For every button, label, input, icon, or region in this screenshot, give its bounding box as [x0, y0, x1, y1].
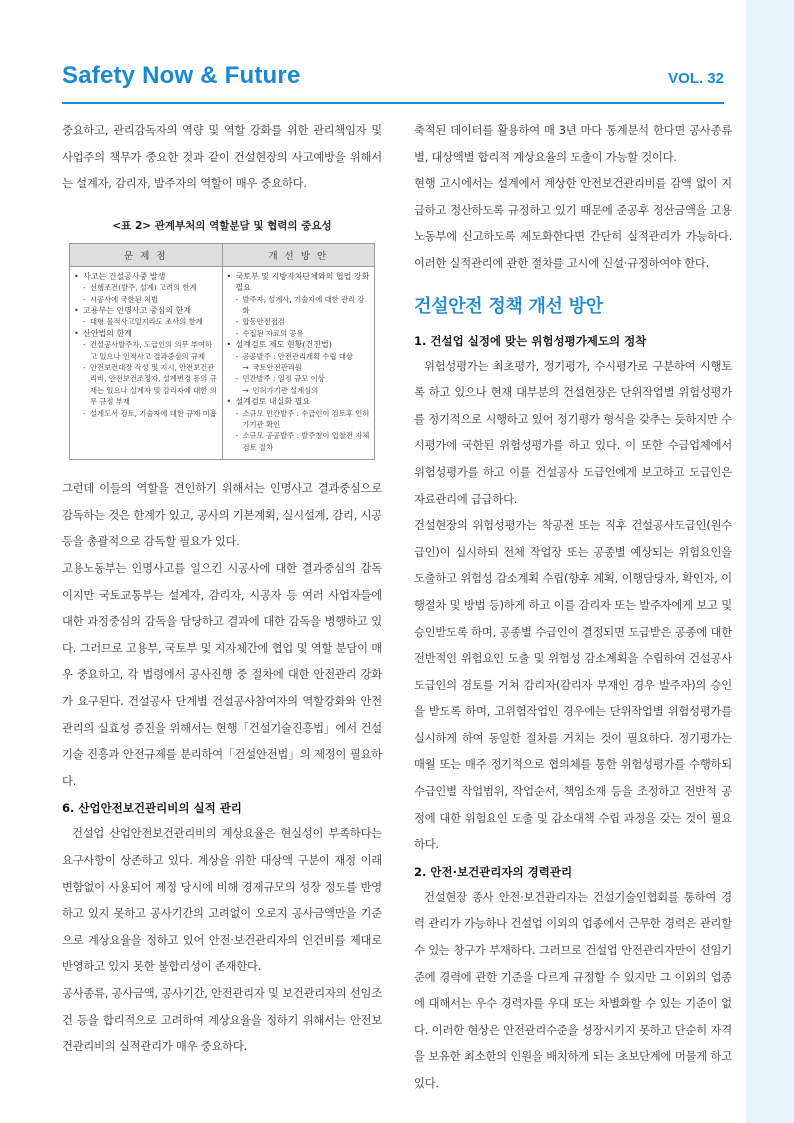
improvement-subitem-text: 소규모 공공발주 : 발주청이 입찰전 자체검토 절차	[242, 431, 370, 452]
roles-table	[69, 243, 375, 461]
problem-sublist	[83, 282, 218, 305]
improvement-sublist	[236, 408, 371, 454]
improvements-list	[227, 271, 371, 454]
problem-item	[74, 305, 218, 328]
improvement-text: 국토부 및 지방자치단체와의 협업 강화 필요	[235, 271, 370, 293]
improvement-arrow-item: → 인허가기관 설계심의	[243, 385, 371, 396]
improvement-sublist	[236, 294, 371, 340]
table-header-problem: 문 제 점	[70, 243, 223, 266]
volume-number: VOL. 32	[668, 70, 724, 87]
table-caption: <표 2> 관계부처의 역할분담 및 협력의 중요성	[112, 219, 332, 232]
improvement-arrow-item: → 국토안전관리원	[243, 362, 371, 373]
improvement-subitem	[236, 373, 371, 396]
paragraph: 그런데 이들의 역할을 견인하기 위해서는 인명사고 결과중심으로 감독하는 것은 한계가 있고, 공사의 기본계획, 실시설계, 감리, 시공 등을 총괄적으로 감독할 필요가 있다.	[62, 482, 382, 549]
improvement-subitem-text: 발주자, 설계사, 기술자에 대한 관리 강화	[242, 294, 365, 315]
problem-subitem: - 설계도서 검토, 기술자에 대한 규제 미흡	[83, 408, 218, 419]
paragraph: 중요하고, 관리감독자의 역량 및 역할 강화를 위한 관리책임자 및 사업주의 책무가 중요한 것과 같이 건설현장의 사고예방을 위해서는 설계자, 감리자, 발주자의 역할이 매우 중요하다.	[62, 124, 382, 191]
paragraph: 위험성평가는 최초평가, 정기평가, 수시평가로 구분하여 시행토록 하고 있으나 현재 대부분의 건설현장은 단위작업별 위험성평가를 정기적으로 시행하고 있어 정기평가 형식을 갖추는 듯하지만 수시평가에 국한된 위험성평가를 하고 있다. 이 또한 수급업체에서 위험성평가를 하고 이를 건설공사 도급인에게 보고하고 도급인은 자료관리에 급급하다.	[414, 359, 732, 506]
subsection-heading: 6. 산업안전보건관리비의 실적 관리	[62, 801, 242, 816]
problem-subitem: - 시공사에 국한된 처벌	[83, 294, 218, 305]
paragraph: 축적된 데이터를 활용하여 매 3년 마다 통계분석 한다면 공사종류별, 대상액별 합리적 계상요율의 도출이 가능할 것이다.	[414, 124, 732, 164]
page-corner-decoration	[746, 0, 794, 1123]
problem-sublist	[83, 316, 218, 327]
improvement-subitem-text: 민간발주 : 일정 규모 이상	[242, 374, 325, 384]
improvement-subitem	[236, 430, 371, 453]
improvement-subitem	[236, 316, 371, 327]
subsection-heading: 1. 건설업 실정에 맞는 위험성평가제도의 정착	[414, 333, 647, 348]
problem-subitem: - 건설공사발주자, 도급인의 의무 부여하고 있으나 인적사고 결과중심의 규제	[83, 339, 218, 362]
header-rule	[62, 102, 724, 104]
paragraph: 건설현장의 위험성평가는 착공전 또는 직후 건설공사도급인(원수급인)이 실시하되 전체 작업장 또는 공종별 예상되는 위험요인을 도출하고 위험성 감소계획 수립(향후 계획, 이행담당자, 확인자, 이행절차 및 방법 등)하게 하고 이를 감리자 또는 발주자에게 보고 및 승인받도록 하며, 공종별 수급인이 결정되면 도급받은 공종에 대한 전반적인 위험요인 도출 및 위험성 감소계획을 수립하여 건설공사도급인의 검토를 거쳐 감리자(감리자 부재인 경우 발주자)의 승인을 받도록 하며, 고위험작업인 경우에는 단위작업별 위험성평가를 실시하게 하여 동일한 절차를 거치는 것이 필요하다. 정기평가는 매월 또는 매주 정기적으로 협의체를 통한 위험성평가를 수행하되 수급인별 작업범위, 작업순서, 책임소재 등을 조정하고 전반적 공정에 대한 위험요인 도출 및 감소대책 수립 과정을 갖는 것이 필요하다.	[414, 519, 732, 852]
improvement-subitem	[236, 351, 371, 374]
improvement-item	[227, 396, 371, 453]
table-header-improvement: 개 선 방 안	[222, 243, 375, 266]
right-column	[414, 118, 732, 1098]
improvement-subitem-text: 공공발주 : 안전관리계획 수립 대상	[242, 351, 353, 361]
section-heading: 건설안전 정책 개선 방안	[414, 295, 603, 317]
page-header	[62, 62, 724, 102]
problems-cell	[70, 266, 223, 460]
improvement-subitem	[236, 408, 371, 431]
improvement-subitem-text: 수집된 자료의 공유	[242, 328, 304, 338]
problem-subitem: - 대형 물적사고일지라도 조사의 한계	[83, 316, 218, 327]
improvement-item	[227, 271, 371, 339]
problem-item	[74, 271, 218, 305]
improvement-subitem	[236, 328, 371, 339]
left-column	[62, 118, 382, 1061]
improvement-arrow-list	[243, 362, 371, 373]
paragraph: 현행 고시에서는 설계에서 계상한 안전보건관리비를 감액 없이 지급하고 정산하도록 규정하고 있기 때문에 준공후 정산금액을 고용노동부에 신고하도록 제도화한다면 간단히 실적관리가 가능하다. 이러한 실적관리에 관한 절차를 고시에 신설·규정하여야 한다.	[414, 177, 732, 270]
problem-subitem: - 선행조건(발주, 설계) 고려의 한계	[83, 282, 218, 293]
paragraph: 고용노동부는 인명사고를 일으킨 시공사에 대한 결과중심의 감독이지만 국토교통부는 설계자, 감리자, 시공자 등 여러 사업자들에 대한 과정중심의 감독을 담당하고 결과에 대한 감독을 병행하고 있다. 그러므로 고용부, 국토부 및 지자체간에 협업 및 역할 분담이 매우 중요하고, 각 법령에서 공사진행 중 절차에 대한 안전관리 강화가 요구된다. 건설공사 단계별 건설공사참여자의 역할강화와 안전관리의 실효성 증진을 위해서는 현행「건설기술진흥법」에서 건설기술 진흥과 안전규제를 분리하여「건설안전법」의 제정이 필요하다.	[62, 562, 382, 788]
improvement-item	[227, 339, 371, 396]
problem-text: 산안법의 한계	[83, 328, 132, 338]
improvement-subitem-text: 합동안전점검	[242, 317, 285, 327]
paragraph: 공사종류, 공사금액, 공사기간, 안전관리자 및 보건관리자의 선임조건 등을 합리적으로 고려하여 계상요율을 정하기 위해서는 안전보건관리비의 실적관리가 매우 중요하다.	[62, 986, 382, 1054]
paragraph: 건설현장 종사 안전·보건관리자는 건설기술인협회를 통하여 경력 관리가 가능하나 건설업 이외의 업종에서 근무한 경력은 관리할 수 있는 창구가 부재하다. 그러므로 건설업 안전관리자만이 선임기준에 경력에 관한 기준을 다르게 규정할 수 있지만 그 이외의 업종에 대해서는 우수 경력자를 우대 또는 차별화할 수 있는 기준이 없다. 이러한 현상은 안전관리수준을 성장시키지 못하고 단순히 자격을 보유한 최소한의 인원을 배치하게 되는 초보단계에 머물게 하고 있다.	[414, 890, 732, 1090]
publication-title: Safety Now & Future	[62, 62, 301, 89]
improvement-subitem-text: 소규모 민간발주 : 수급인이 검토후 인허가기관 확인	[242, 408, 370, 430]
improvements-cell	[222, 266, 375, 460]
problems-list	[74, 271, 218, 419]
improvement-sublist	[236, 351, 371, 397]
problem-item	[74, 328, 218, 419]
improvement-arrow-list	[243, 385, 371, 396]
problem-sublist	[83, 339, 218, 419]
problem-subitem: - 안전보건대장 작성 및 지시, 안전보건관리비, 안전보건조정자, 설계변경 등의 규제는 있으나 설계자 및 감리자에 대한 의무 규정 부재	[83, 362, 218, 408]
subsection-heading: 2. 안전·보건관리자의 경력관리	[414, 864, 573, 879]
paragraph: 건설업 산업안전보건관리비의 계상요율은 현실성이 부족하다는 요구사항이 상존하고 있다. 계상을 위한 대상액 구분이 재정 이래 변함없이 사용되어 제정 당시에 비해 경제규모의 성장 정도를 반영하고 있지 못하고 공사기간의 고려없이 오로지 공사금액만을 기준으로 계상요율을 정하고 있어 안전·보건관리자의 인건비를 제대로 반영하고 있지 못한 불합리성이 존재한다.	[62, 827, 382, 974]
improvement-text: 설계검토 내실화 필요	[235, 397, 311, 407]
problem-text: 고용부는 인명사고 중심의 한계	[83, 306, 192, 315]
improvement-text: 설계검토 제도 현황(건진법)	[235, 340, 332, 350]
improvement-subitem	[236, 294, 371, 317]
problem-text: 사고는 건설공사중 발생	[83, 271, 166, 281]
